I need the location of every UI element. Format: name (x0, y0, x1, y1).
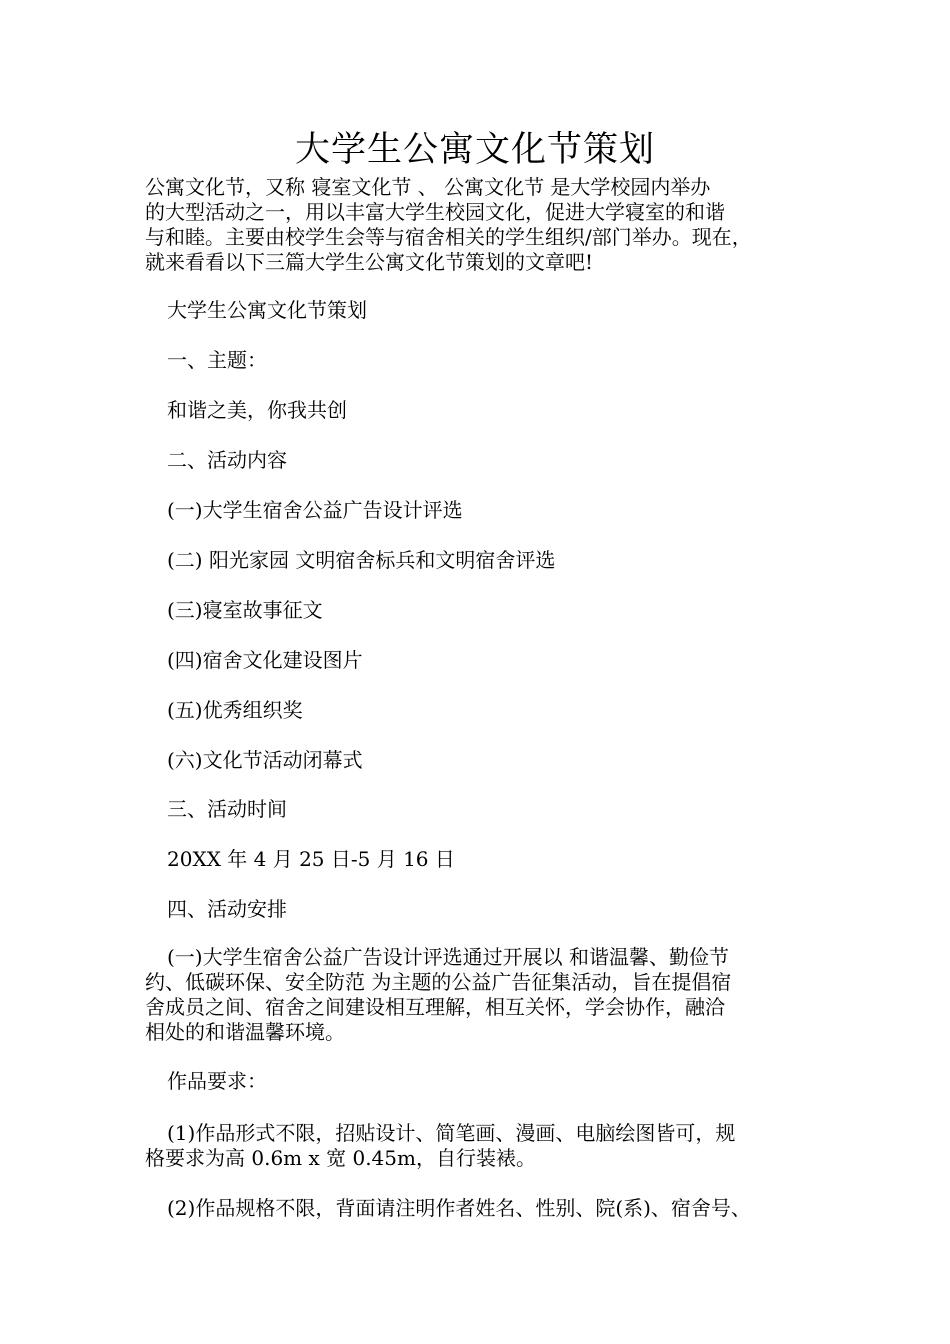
document-title: 大学生公寓文化节策划 (294, 130, 655, 170)
paragraph-line: 约、低碳环保、安全防范 为主题的公益广告征集活动，旨在提倡宿 (145, 970, 732, 994)
paragraph-line: 舍成员之间、宿舍之间建设相互理解，相互关怀，学会协作，融洽 (145, 995, 725, 1019)
arrangement-paragraph (145, 945, 809, 1045)
intro-line: 就来看看以下三篇大学生公寓文化节策划的文章吧! (145, 250, 594, 274)
section-heading-content: 二、活动内容 (167, 448, 287, 472)
section-heading-arrangement: 四、活动安排 (167, 897, 287, 921)
intro-line: 的大型活动之一，用以丰富大学生校园文化，促进大学寝室的和谐 (145, 200, 725, 224)
paragraph-line: (1)作品形式不限，招贴设计、简笔画、漫画、电脑绘图皆可，规 (167, 1121, 736, 1145)
intro-line: 公寓文化节，又称 寝室文化节 、 公寓文化节 是大学校园内举办 (145, 175, 711, 199)
content-item: (三)寝室故事征文 (167, 598, 323, 622)
content-item: (一)大学生宿舍公益广告设计评选 (167, 498, 463, 522)
content-item: (六)文化节活动闭幕式 (167, 748, 363, 772)
requirements-heading: 作品要求： (167, 1069, 267, 1093)
content-item: (四)宿舍文化建设图片 (167, 648, 363, 672)
paragraph-line: 格要求为高 0.6m x 宽 0.45m，自行装裱。 (145, 1146, 536, 1170)
subtitle: 大学生公寓文化节策划 (167, 298, 367, 322)
paragraph-line: (一)大学生宿舍公益广告设计评选通过开展以 和谐温馨、勤俭节 (167, 945, 729, 969)
time-text: 20XX 年 4 月 25 日-5 月 16 日 (167, 847, 455, 871)
intro-paragraph (145, 175, 809, 275)
content-item: (五)优秀组织奖 (167, 698, 303, 722)
content-item: (二) 阳光家园 文明宿舍标兵和文明宿舍评选 (167, 548, 556, 572)
section-heading-theme: 一、主题： (167, 348, 267, 372)
section-heading-time: 三、活动时间 (167, 797, 287, 821)
requirement-1-paragraph (145, 1121, 809, 1171)
intro-line: 与和睦。主要由校学生会等与宿舍相关的学生组织/部门举办。现在， (145, 225, 752, 249)
paragraph-line: 相处的和谐温馨环境。 (145, 1020, 345, 1044)
paragraph-line: (2)作品规格不限，背面请注明作者姓名、性别、院(系)、宿舍号、 (167, 1196, 751, 1220)
requirement-2-paragraph (145, 1196, 809, 1221)
theme-text: 和谐之美，你我共创 (167, 398, 347, 422)
